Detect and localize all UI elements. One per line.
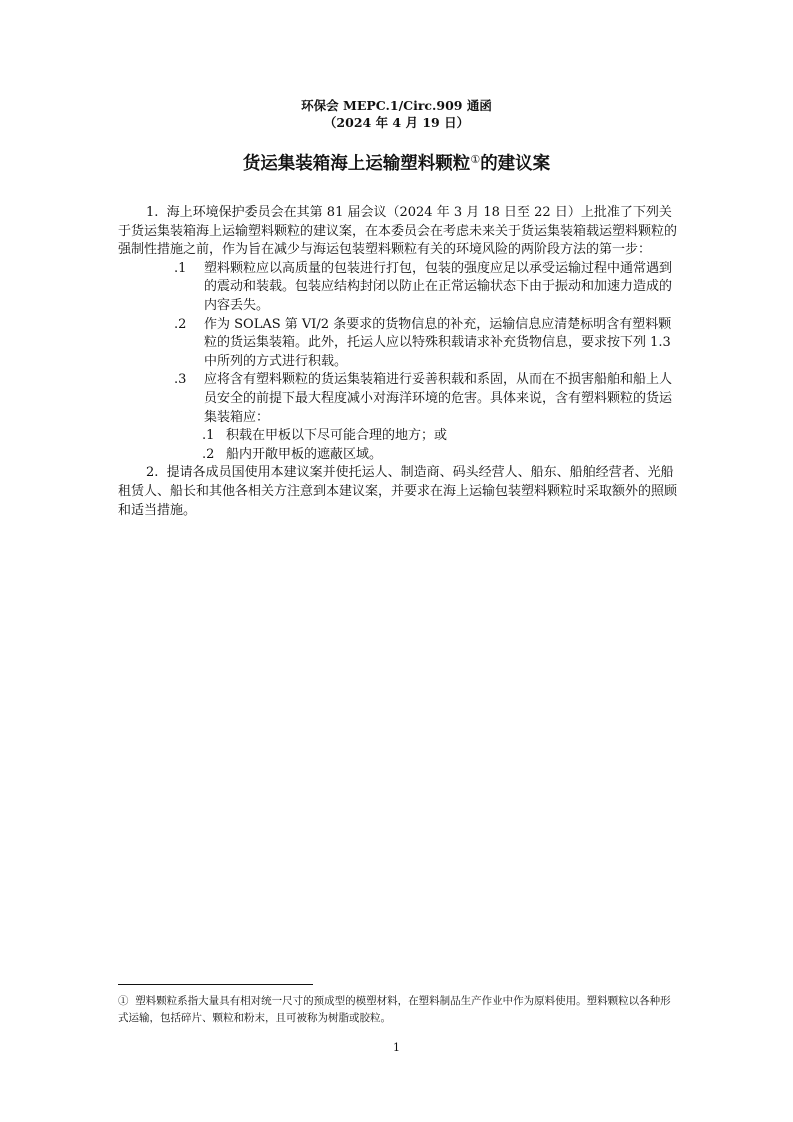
list-item-text: 作为 SOLAS 第 VI/2 条要求的货物信息的补充，运输信息应清楚标明含有塑料颗粒的货运集装箱。此外，托运人应以特殊积载请求补充货物信息，要求按下列 1.3 中所列的方式进行积载。 <box>204 316 672 369</box>
sub-list-item-number: .1 <box>202 428 215 444</box>
list-item <box>118 371 678 427</box>
list-item <box>118 260 678 316</box>
sub-list-item-number: .2 <box>202 446 215 462</box>
footnote-divider <box>118 984 313 985</box>
page-title <box>0 148 793 176</box>
list-item-number: .1 <box>174 260 187 276</box>
document-body <box>118 204 678 520</box>
footnote-text: 塑料颗粒系指大量具有相对统一尺寸的预成型的模塑材料，在塑料制品生产作业中作为原料使用。塑料颗粒以各种形式运输，包括碎片、颗粒和粉末，且可被称为树脂或胶粒。 <box>118 995 671 1024</box>
circular-reference: 环保会 MEPC.1/Circ.909 通函 <box>301 98 492 113</box>
list-item-text: 塑料颗粒应以高质量的包装进行打包，包装的强度应足以承受运输过程中通常遇到的震动和装载。包装应结构封闭以防止在正常运输状态下由于振动和加速力造成的内容丢失。 <box>204 260 673 313</box>
footnote <box>118 993 678 1027</box>
list-item-text: 应将含有塑料颗粒的货运集装箱进行妥善积载和系固，从而在不损害船舶和船上人员安全的前提下最大程度减小对海洋环境的危害。具体来说，含有塑料颗粒的货运集装箱应： <box>204 372 673 425</box>
list-item-number: .2 <box>174 316 187 332</box>
list-item-number: .3 <box>174 372 187 388</box>
sub-list-item-text: 积载在甲板以下尽可能合理的地方；或 <box>226 428 448 444</box>
page-number: 1 <box>393 1041 400 1054</box>
title-footnote-mark[interactable]: ① <box>470 153 481 166</box>
list-item <box>118 316 678 372</box>
sub-list-item <box>118 446 678 465</box>
footnote-mark: ① <box>118 995 129 1007</box>
title-suffix: 的建议案 <box>480 154 551 174</box>
title-text: 货运集装箱海上运输塑料颗粒 <box>242 154 471 174</box>
paragraph-1: 1. 海上环境保护委员会在其第 81 届会议（2024 年 3 月 18 日至 22 日）上批准了下列关于货运集装箱海上运输塑料颗粒的建议案，在本委员会在考虑未来关于货运集装箱载运塑料颗粒的强制性措施之前，作为旨在减少与海运包装塑料颗粒有关的环境风险的两阶段方法的第一步： <box>118 205 678 258</box>
sub-list-item <box>118 427 678 446</box>
sub-list-item-text: 船内开敞甲板的遮蔽区域。 <box>226 446 383 462</box>
paragraph-2: 2. 提请各成员国使用本建议案并使托运人、制造商、码头经营人、船东、船舶经营者、光船租赁人、船长和其他各相关方注意到本建议案，并要求在海上运输包装塑料颗粒时采取额外的照顾和适当措施。 <box>118 465 678 518</box>
circular-date: （2024 年 4 月 19 日） <box>323 115 470 130</box>
